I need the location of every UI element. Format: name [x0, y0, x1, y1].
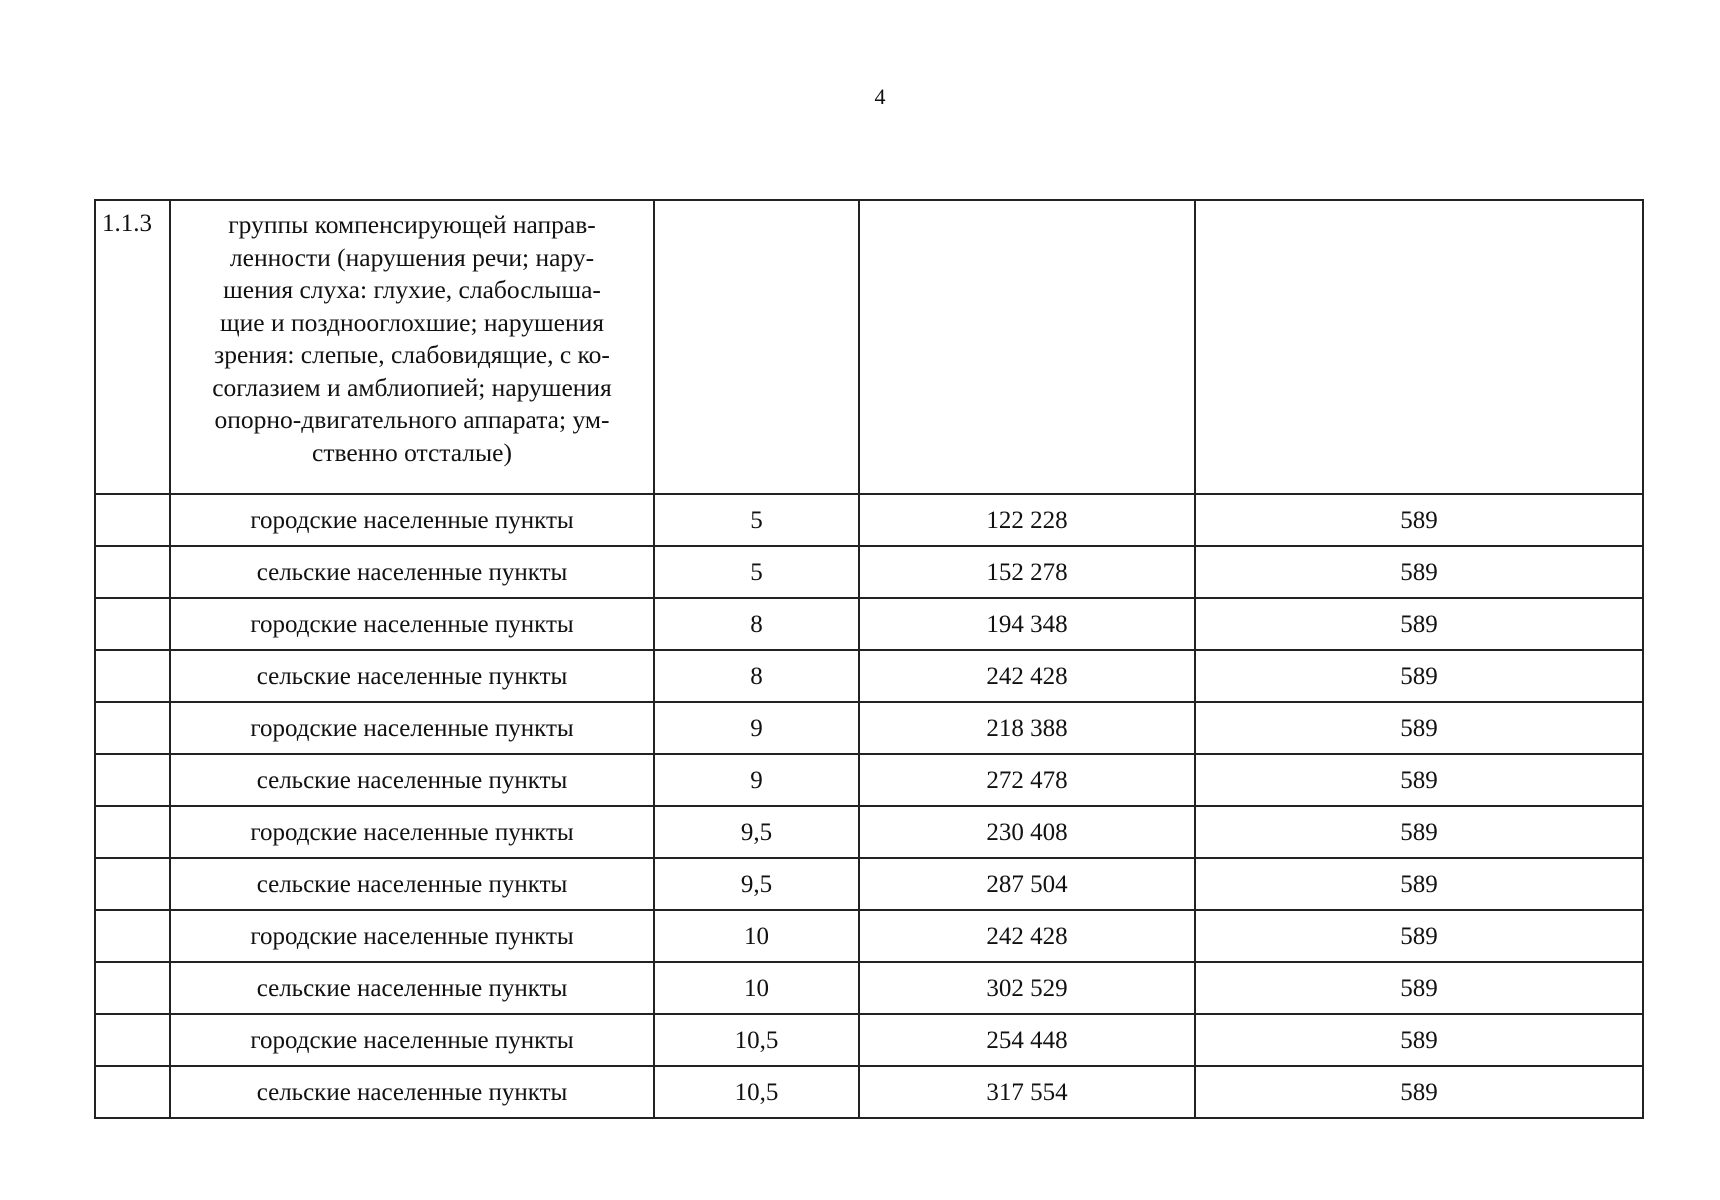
table-row	[95, 546, 1643, 598]
table-row	[95, 806, 1643, 858]
description-line: зрения: слепые, слабовидящие, с ко-	[214, 340, 610, 369]
code-cell-empty	[95, 754, 170, 806]
value1-cell: 8	[654, 598, 859, 650]
description-line: ленности (нарушения речи; нару-	[229, 242, 595, 272]
table-row	[95, 702, 1643, 754]
empty-cell	[654, 200, 859, 494]
page-number: 4	[874, 84, 886, 109]
locality-cell: сельские населенные пункты	[170, 754, 654, 806]
value3-cell: 589	[1195, 650, 1643, 702]
section-header-row	[95, 200, 1643, 494]
code-cell-empty	[95, 650, 170, 702]
value2-cell: 317 554	[859, 1066, 1195, 1118]
locality-cell: сельские населенные пункты	[170, 962, 654, 1014]
description-line: шения слуха: глухие, слабослыша-	[223, 275, 601, 304]
value1-cell: 9	[654, 702, 859, 754]
value3-cell: 589	[1195, 962, 1643, 1014]
locality-cell: сельские населенные пункты	[170, 546, 654, 598]
value1-cell: 10	[654, 962, 859, 1014]
value3-cell: 589	[1195, 598, 1643, 650]
value2-cell: 194 348	[859, 598, 1195, 650]
section-code: 1.1.3	[95, 200, 170, 494]
code-cell-empty	[95, 858, 170, 910]
empty-cell	[859, 200, 1195, 494]
value3-cell: 589	[1195, 806, 1643, 858]
description-line: ственно отсталые)	[312, 437, 512, 467]
value2-cell: 218 388	[859, 702, 1195, 754]
value3-cell: 589	[1195, 702, 1643, 754]
table-row	[95, 858, 1643, 910]
locality-cell: городские населенные пункты	[170, 494, 654, 546]
value3-cell: 589	[1195, 858, 1643, 910]
code-cell-empty	[95, 806, 170, 858]
table-row	[95, 754, 1643, 806]
locality-cell: городские населенные пункты	[170, 702, 654, 754]
locality-cell: сельские населенные пункты	[170, 858, 654, 910]
code-cell-empty	[95, 546, 170, 598]
description-line: щие и позднооглохшие; нарушения	[219, 307, 605, 337]
value3-cell: 589	[1195, 754, 1643, 806]
table-row	[95, 1066, 1643, 1118]
tariff-table	[94, 199, 1644, 1119]
value1-cell: 10	[654, 910, 859, 962]
table-body	[95, 200, 1643, 1118]
value1-cell: 10,5	[654, 1014, 859, 1066]
value1-cell: 5	[654, 546, 859, 598]
description-line: соглазием и амблиопией; нарушения	[212, 372, 612, 402]
code-cell-empty	[95, 910, 170, 962]
table-row	[95, 650, 1643, 702]
value1-cell: 9	[654, 754, 859, 806]
table-row	[95, 598, 1643, 650]
locality-cell: городские населенные пункты	[170, 910, 654, 962]
code-cell-empty	[95, 702, 170, 754]
code-cell-empty	[95, 962, 170, 1014]
code-cell-empty	[95, 494, 170, 546]
value1-cell: 10,5	[654, 1066, 859, 1118]
value2-cell: 287 504	[859, 858, 1195, 910]
table-row	[95, 910, 1643, 962]
value2-cell: 254 448	[859, 1014, 1195, 1066]
value2-cell: 152 278	[859, 546, 1195, 598]
code-cell-empty	[95, 1066, 170, 1118]
code-cell-empty	[95, 598, 170, 650]
code-cell-empty	[95, 1014, 170, 1066]
locality-cell: городские населенные пункты	[170, 598, 654, 650]
value1-cell: 5	[654, 494, 859, 546]
description-line: группы компенсирующей направ-	[228, 210, 596, 239]
table-row	[95, 1014, 1643, 1066]
locality-cell: городские населенные пункты	[170, 806, 654, 858]
value3-cell: 589	[1195, 494, 1643, 546]
value2-cell: 122 228	[859, 494, 1195, 546]
value2-cell: 272 478	[859, 754, 1195, 806]
description-line: опорно-двигательного аппарата; ум-	[214, 405, 610, 434]
value2-cell: 302 529	[859, 962, 1195, 1014]
value1-cell: 8	[654, 650, 859, 702]
value3-cell: 589	[1195, 1066, 1643, 1118]
locality-cell: сельские населенные пункты	[170, 650, 654, 702]
table-row	[95, 494, 1643, 546]
locality-cell: городские населенные пункты	[170, 1014, 654, 1066]
value1-cell: 9,5	[654, 858, 859, 910]
value1-cell: 9,5	[654, 806, 859, 858]
empty-cell	[1195, 200, 1643, 494]
value3-cell: 589	[1195, 1014, 1643, 1066]
value3-cell: 589	[1195, 546, 1643, 598]
value2-cell: 242 428	[859, 650, 1195, 702]
locality-cell: сельские населенные пункты	[170, 1066, 654, 1118]
value2-cell: 230 408	[859, 806, 1195, 858]
value3-cell: 589	[1195, 910, 1643, 962]
value2-cell: 242 428	[859, 910, 1195, 962]
section-description	[170, 200, 654, 494]
table-row	[95, 962, 1643, 1014]
